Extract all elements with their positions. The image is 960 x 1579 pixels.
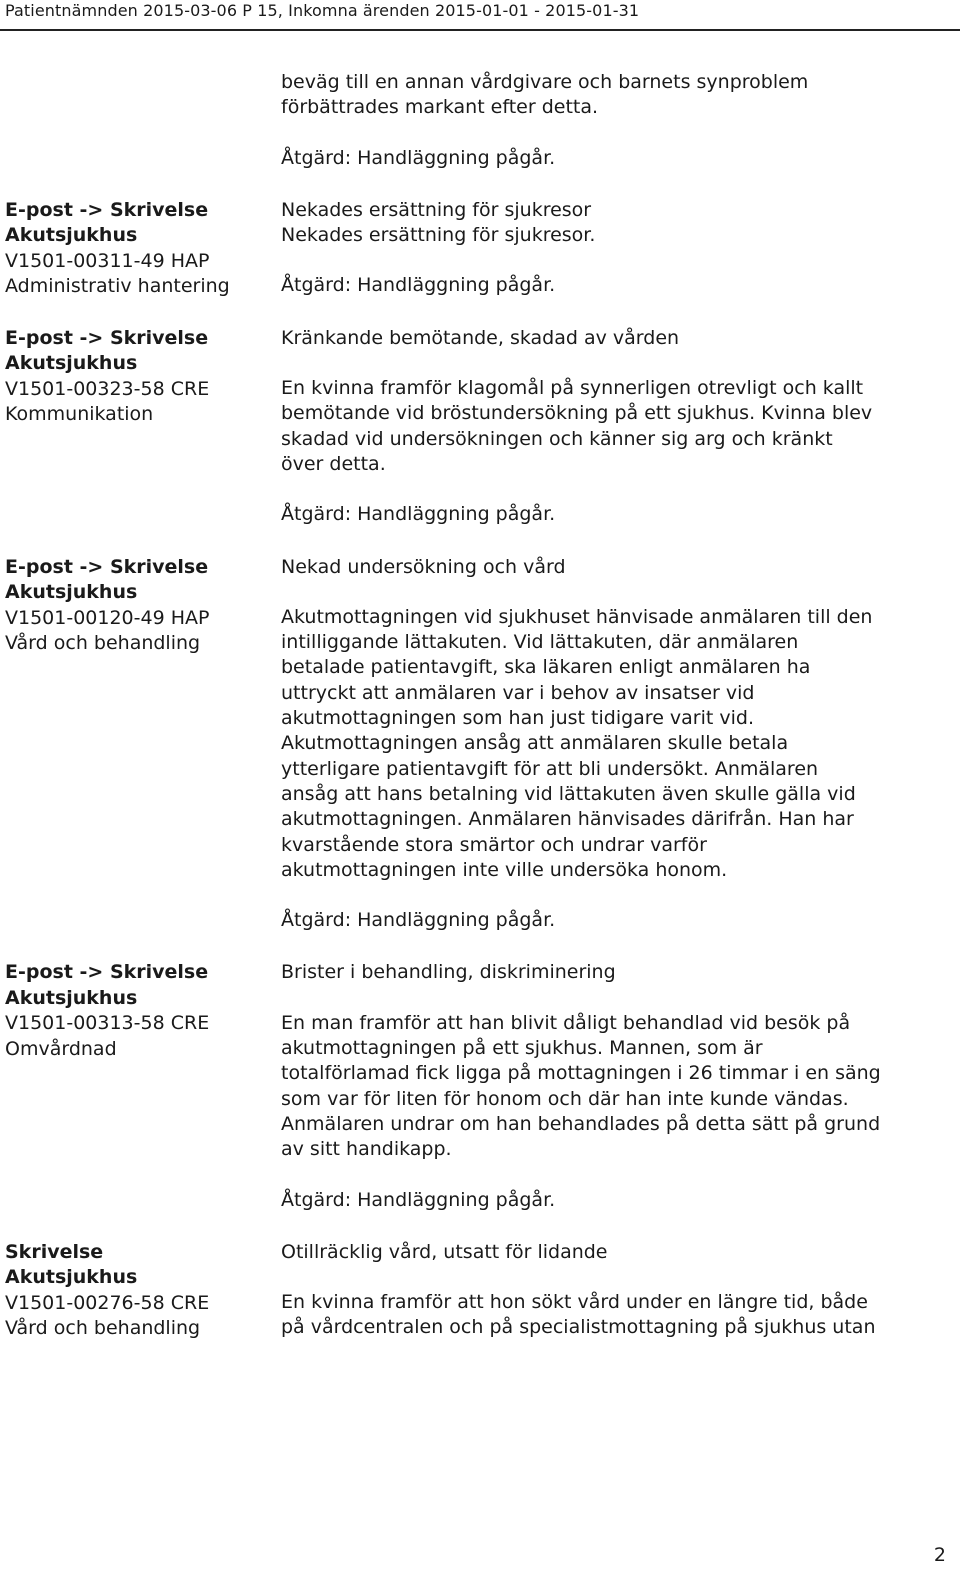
entry-body: [281, 960, 951, 1212]
description-line: beväg till en annan vårdgivare och barnets synproblem: [281, 71, 809, 93]
description-line: ytterligare patientavgift för att bli undersökt. Anmälaren: [281, 757, 819, 780]
document-body: [0, 70, 960, 1341]
case-category: Vård och behandling: [5, 1317, 201, 1340]
description-line: över detta.: [281, 452, 386, 475]
continued-entry: [0, 70, 960, 171]
description-line: skadad vid undersökningen och känner sig arg och kränkt: [281, 427, 833, 450]
header-divider: [0, 29, 960, 31]
channel-label: E-post -> Skrivelse: [5, 198, 209, 221]
description-line: akutmottagningen på ett sjukhus. Mannen, som är: [281, 1037, 763, 1060]
case-meta: [5, 555, 265, 657]
description-line: En man framför att han blivit dåligt behandlad vid besök på: [281, 1011, 851, 1034]
description-line: betalade patientavgift, ska läkaren enligt anmälaren ha: [281, 656, 811, 679]
page-header: [0, 0, 960, 28]
description-line: Akutmottagningen ansåg att anmälaren skulle betala: [281, 732, 789, 755]
case-id: V1501-00120-49 HAP: [5, 606, 210, 629]
action-status: Åtgärd: Handläggning pågår.: [281, 146, 556, 169]
case-id: V1501-00276-58 CRE: [5, 1291, 210, 1314]
case-entry: [0, 326, 960, 528]
description-line: förbättrades markant efter detta.: [281, 96, 599, 119]
description-line: kvarstående stora smärtor och undrar varför: [281, 833, 707, 856]
case-heading: Brister i behandling, diskriminering: [281, 961, 616, 984]
description-line: Anmälaren undrar om han behandlades på detta sätt på grund: [281, 1112, 881, 1135]
case-meta: [5, 198, 265, 300]
case-meta: [5, 960, 265, 1062]
description-line: akutmottagningen inte ville undersöka honom.: [281, 858, 728, 881]
entry-body: [281, 198, 951, 299]
case-category: Kommunikation: [5, 403, 154, 426]
channel-label: E-post -> Skrivelse: [5, 326, 209, 349]
case-heading: Nekad undersökning och vård: [281, 555, 566, 578]
action-status: Åtgärd: Handläggning pågår.: [281, 909, 556, 932]
description-line: akutmottagningen som han just tidigare varit vid.: [281, 707, 755, 730]
case-category: Vård och behandling: [5, 632, 201, 655]
description-line: En kvinna framför klagomål på synnerligen otrevligt och kallt: [281, 377, 864, 400]
case-category: Administrativ hantering: [5, 275, 230, 298]
entry-body: [281, 326, 951, 528]
page-number: 2: [933, 1544, 946, 1566]
description-line: ansåg att hans betalning vid lättakuten även skulle gälla vid: [281, 782, 856, 805]
description-line: Nekades ersättning för sjukresor.: [281, 224, 596, 247]
description-line: akutmottagningen. Anmälaren hänvisades därifrån. Han har: [281, 808, 854, 831]
action-status: Åtgärd: Handläggning pågår.: [281, 274, 556, 297]
description-line: på vårdcentralen och på specialistmottagning på sjukhus utan: [281, 1316, 876, 1339]
unit-label: Akutsjukhus: [5, 581, 138, 604]
case-heading: Nekades ersättning för sjukresor: [281, 198, 592, 221]
case-id: V1501-00311-49 HAP: [5, 249, 210, 272]
case-meta: [5, 1240, 265, 1342]
channel-label: Skrivelse: [5, 1240, 104, 1263]
description-line: uttryckt att anmälaren var i behov av insatser vid: [281, 681, 755, 704]
case-id: V1501-00323-58 CRE: [5, 377, 210, 400]
entry-body: [281, 1240, 951, 1341]
case-entry: [0, 555, 960, 934]
description-line: intilliggande lättakuten. Vid lättakuten, där anmälaren: [281, 631, 799, 654]
case-id: V1501-00313-58 CRE: [5, 1012, 210, 1035]
channel-label: E-post -> Skrivelse: [5, 555, 209, 578]
document-title: Patientnämnden 2015-03-06 P 15, Inkomna ärenden 2015-01-01 - 2015-01-31: [5, 1, 640, 20]
entry-body: [281, 70, 951, 171]
description-line: som var för liten för honom och där han inte kunde vändas.: [281, 1087, 849, 1110]
case-entry: [0, 198, 960, 299]
action-status: Åtgärd: Handläggning pågår.: [281, 1188, 556, 1211]
description-line: En kvinna framför att hon sökt vård under en längre tid, både: [281, 1291, 868, 1314]
unit-label: Akutsjukhus: [5, 1266, 138, 1289]
case-entry: [0, 1240, 960, 1341]
case-entry: [0, 960, 960, 1212]
description-line: bemötande vid bröstundersökning på ett sjukhus. Kvinna blev: [281, 402, 873, 425]
description-line: totalförlamad fick ligga på mottagningen i 26 timmar i en säng: [281, 1062, 881, 1085]
channel-label: E-post -> Skrivelse: [5, 961, 209, 984]
description-line: Akutmottagningen vid sjukhuset hänvisade anmälaren till den: [281, 605, 873, 628]
description-line: av sitt handikapp.: [281, 1138, 452, 1161]
unit-label: Akutsjukhus: [5, 224, 138, 247]
entry-body: [281, 555, 951, 934]
case-category: Omvårdnad: [5, 1037, 117, 1060]
case-meta: [5, 326, 265, 428]
unit-label: Akutsjukhus: [5, 352, 138, 375]
action-status: Åtgärd: Handläggning pågår.: [281, 503, 556, 526]
unit-label: Akutsjukhus: [5, 986, 138, 1009]
case-heading: Kränkande bemötande, skadad av vården: [281, 326, 680, 349]
case-heading: Otillräcklig vård, utsatt för lidande: [281, 1240, 608, 1263]
